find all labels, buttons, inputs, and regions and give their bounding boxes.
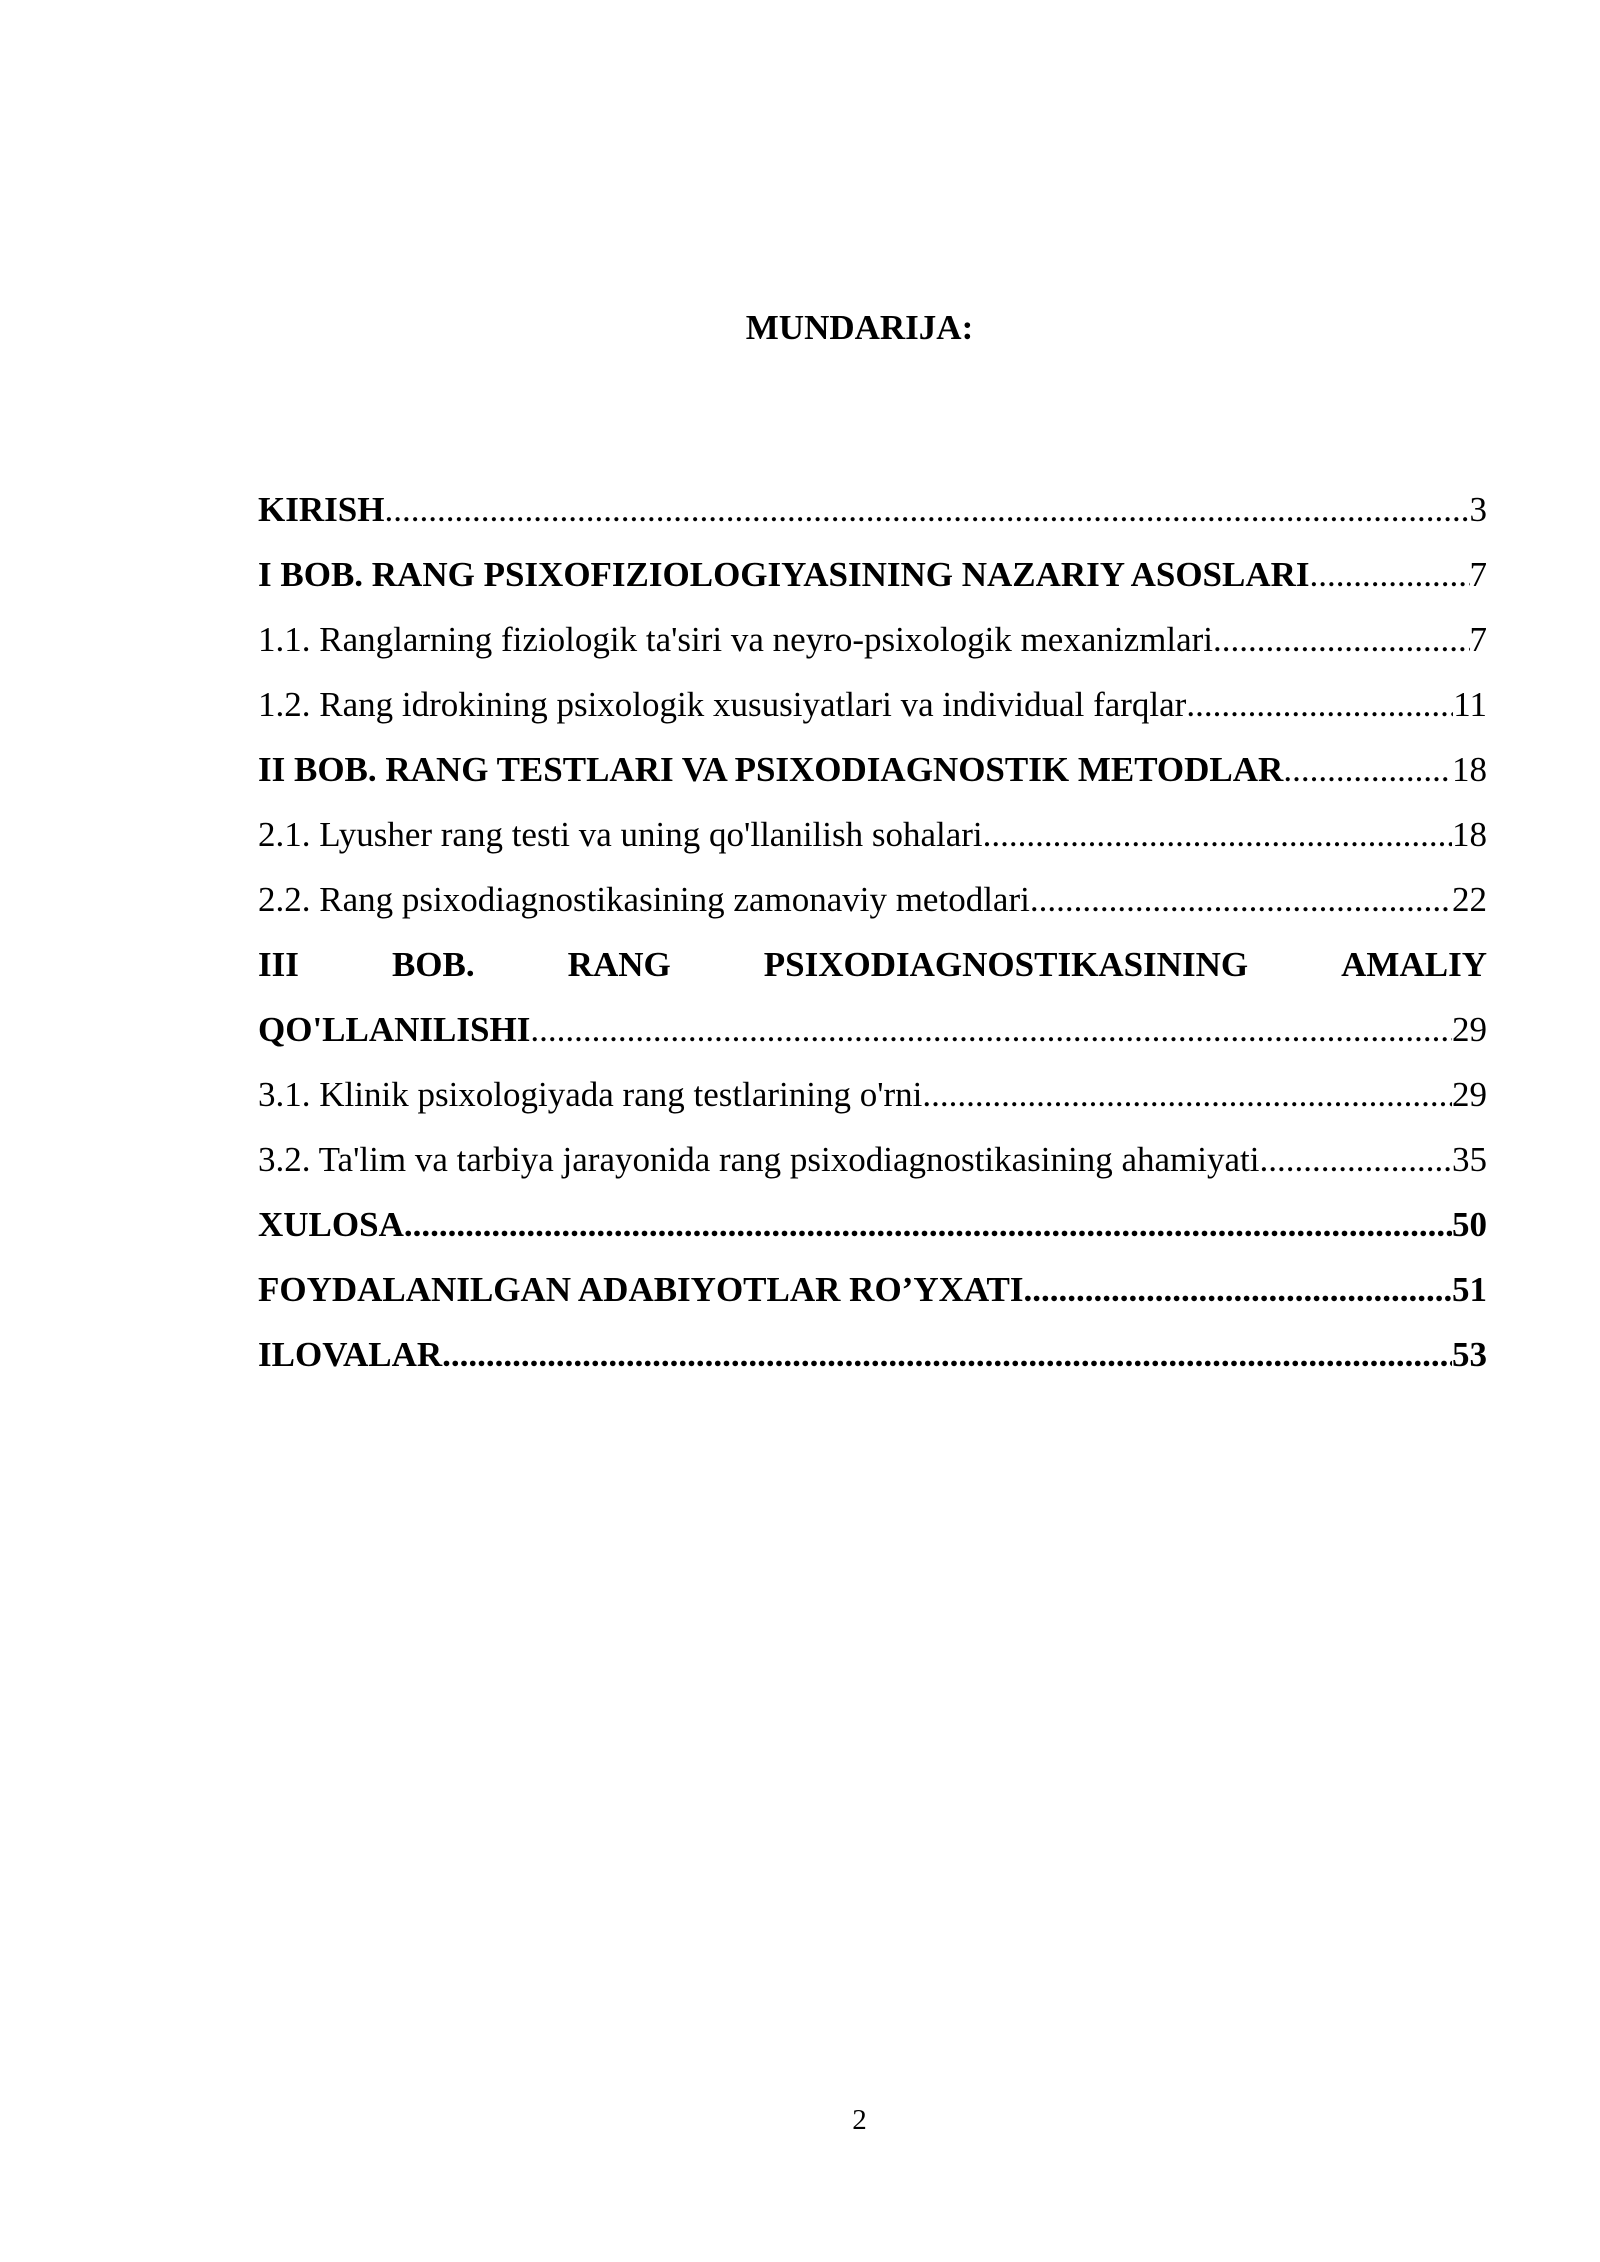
toc-entry-label: 2.2. Rang psixodiagnostikasining zamonaviy metodlari (258, 880, 1030, 919)
toc-entry-word: III (258, 945, 299, 984)
toc-entry-page: 22 (1452, 880, 1487, 919)
toc-entry-page: 50 (1452, 1205, 1487, 1244)
toc-entry-page: 29 (1452, 1075, 1487, 1114)
toc-entry-section-1-1[interactable] (258, 616, 1487, 681)
toc-entry-word: BOB. (391, 945, 475, 984)
toc-entry-label: FOYDALANILGAN ADABIYOTLAR RO’YXATI (258, 1270, 1024, 1309)
toc-leader-dots (384, 486, 1469, 534)
toc-entry-word: AMALIY (1341, 945, 1487, 984)
toc-entry-xulosa[interactable] (258, 1201, 1487, 1266)
toc-entry-chapter-3-line-2[interactable] (258, 1006, 1487, 1071)
page-title: MUNDARIJA: (745, 308, 974, 347)
toc-leader-dots (1213, 616, 1470, 664)
toc-entry-page: 18 (1452, 815, 1487, 854)
toc-leader-dots (1024, 1266, 1452, 1314)
toc-entry-word: PSIXODIAGNOSTIKASINING (763, 945, 1249, 984)
toc-entry-section-2-1[interactable] (258, 811, 1487, 876)
toc-entry-label: 1.2. Rang idrokining psixologik xususiyatlari va individual farqlar (258, 685, 1187, 724)
toc-entry-label: 1.1. Ranglarning fiziologik ta'siri va neyro-psixologik mexanizmlari (258, 620, 1213, 659)
toc-entry-label: XULOSA (258, 1205, 404, 1244)
toc-leader-dots (530, 1006, 1452, 1054)
toc-leader-dots (404, 1201, 1452, 1249)
toc-entry-chapter-1[interactable] (258, 551, 1487, 616)
toc-entry-page: 7 (1469, 620, 1487, 659)
toc-entry-label: 2.1. Lyusher rang testi va uning qo'llanilish sohalari (258, 815, 983, 854)
toc-entry-section-2-2[interactable] (258, 876, 1487, 941)
toc-leader-dots (1310, 551, 1470, 599)
toc-entry-page: 11 (1453, 685, 1487, 724)
toc-entry-label: QO'LLANILISHI (258, 1010, 531, 1049)
toc-leader-dots (442, 1331, 1452, 1379)
toc-entry-label: 3.1. Klinik psixologiyada rang testlarining o'rni (258, 1075, 923, 1114)
toc-leader-dots (1186, 681, 1453, 729)
toc-entry-kirish[interactable] (258, 486, 1487, 551)
toc-entry-page: 7 (1469, 555, 1487, 594)
toc-entry-word: RANG (567, 945, 671, 984)
table-of-contents (258, 486, 1487, 1396)
toc-leader-dots (1030, 876, 1452, 924)
toc-entry-page: 3 (1469, 490, 1487, 529)
toc-entry-section-1-2[interactable] (258, 681, 1487, 746)
toc-entry-chapter-2[interactable] (258, 746, 1487, 811)
toc-leader-dots (922, 1071, 1452, 1119)
toc-leader-dots (1283, 746, 1452, 794)
toc-entry-label: I BOB. RANG PSIXOFIZIOLOGIYASINING NAZARIY ASOSLARI (258, 555, 1310, 594)
toc-entry-page: 29 (1452, 1010, 1487, 1049)
toc-entry-references[interactable] (258, 1266, 1487, 1331)
toc-entry-section-3-2[interactable] (258, 1136, 1487, 1201)
toc-leader-dots (1259, 1136, 1452, 1184)
toc-entry-label: II BOB. RANG TESTLARI VA PSIXODIAGNOSTIK METODLAR (258, 750, 1284, 789)
toc-entry-chapter-3-line-1[interactable] (258, 941, 1487, 1006)
toc-entry-label: KIRISH (258, 490, 385, 529)
toc-entry-section-3-1[interactable] (258, 1071, 1487, 1136)
page-number: 2 (852, 2104, 867, 2136)
toc-leader-dots (983, 811, 1452, 859)
toc-entry-appendices[interactable] (258, 1331, 1487, 1396)
toc-entry-page: 53 (1452, 1335, 1487, 1374)
toc-entry-label: 3.2. Ta'lim va tarbiya jarayonida rang psixodiagnostikasining ahamiyati (258, 1140, 1260, 1179)
toc-entry-page: 51 (1452, 1270, 1487, 1309)
toc-entry-page: 35 (1452, 1140, 1487, 1179)
toc-entry-label: ILOVALAR (258, 1335, 443, 1374)
toc-entry-page: 18 (1452, 750, 1487, 789)
